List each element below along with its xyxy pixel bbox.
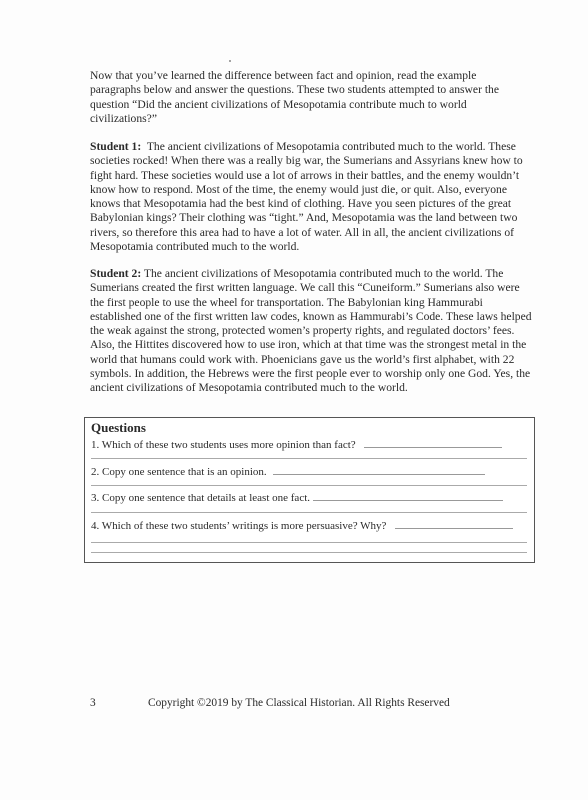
questions-heading: Questions [91, 420, 146, 435]
student-2-label: Student 2: [90, 267, 142, 280]
answer-2-line[interactable] [273, 464, 485, 475]
question-2 [91, 464, 525, 479]
answer-4b-rule[interactable] [91, 552, 527, 553]
answer-3-rule[interactable] [91, 512, 527, 513]
student-2-paragraph [90, 267, 532, 396]
answer-4-rule[interactable] [91, 542, 527, 543]
student-1-label: Student 1: [90, 140, 142, 153]
question-3-text: 3. Copy one sentence that details at least one fact. [91, 492, 311, 504]
answer-4-line[interactable] [395, 518, 513, 529]
scan-speck [229, 60, 231, 62]
answer-1-line[interactable] [364, 437, 502, 448]
question-2-text: 2. Copy one sentence that is an opinion. [91, 466, 267, 478]
question-1-text: 1. Which of these two students uses more opinion than fact? [91, 439, 356, 451]
answer-2-rule[interactable] [91, 485, 527, 486]
answer-1-rule[interactable] [91, 458, 527, 459]
question-1 [91, 437, 525, 452]
student-1-text: The ancient civilizations of Mesopotamia contributed much to the world. These societies rocked! When there was a really big war, the Sumerians and Assyrians knew how to fight hard. These societies would use a lot of arrows in their battles, and the enemy wouldn’t know how to respond. Most of the time, the enemy would just die, or quit. Also, everyone knows that Mesopotamia had the best kind of clothing. Have you seen pictures of the great Babylonian kings? Their clothing was “tight.” And, Mesopotamia was the land between two rivers, so therefore this area had to have a lot of water. All in all, the ancient civilizations of Mesopotamia contributed much to the world. [90, 140, 523, 254]
copyright-notice: Copyright ©2019 by The Classical Historian. All Rights Reserved [148, 697, 450, 709]
student-1-paragraph [90, 140, 532, 254]
answer-3-line[interactable] [313, 490, 503, 501]
page-number: 3 [90, 697, 96, 709]
question-4-text: 4. Which of these two students’ writings is more persuasive? Why? [91, 520, 387, 532]
question-3 [91, 490, 525, 505]
question-4 [91, 518, 525, 533]
questions-box [84, 417, 535, 563]
intro-paragraph: Now that you’ve learned the difference between fact and opinion, read the example paragraphs below and answer the questions. These two students attempted to answer the question “Did the ancient civilizations of Mesopotamia contribute much to world civilizations?” [90, 69, 500, 126]
student-2-text: The ancient civilizations of Mesopotamia contributed much to the world. The Sumerians created the first written language. We call this “Cuneiform.” Sumerians also were the first people to use the wheel for transportation. The Babylonian king Hammurabi established one of the first written law codes, known as Hammurabi’s Code. These laws helped the weak against the strong, protected women’s property rights, and regulated doctors’ fees. Also, the Hittites discovered how to use iron, which at that time was the strongest metal in the world that humans could work with. Phoenicians gave us the world’s first alphabet, with 22 symbols. In addition, the Hebrews were the first people ever to worship only one God. Yes, the ancient civilizations of Mesopotamia contributed much to the world. [90, 267, 532, 395]
